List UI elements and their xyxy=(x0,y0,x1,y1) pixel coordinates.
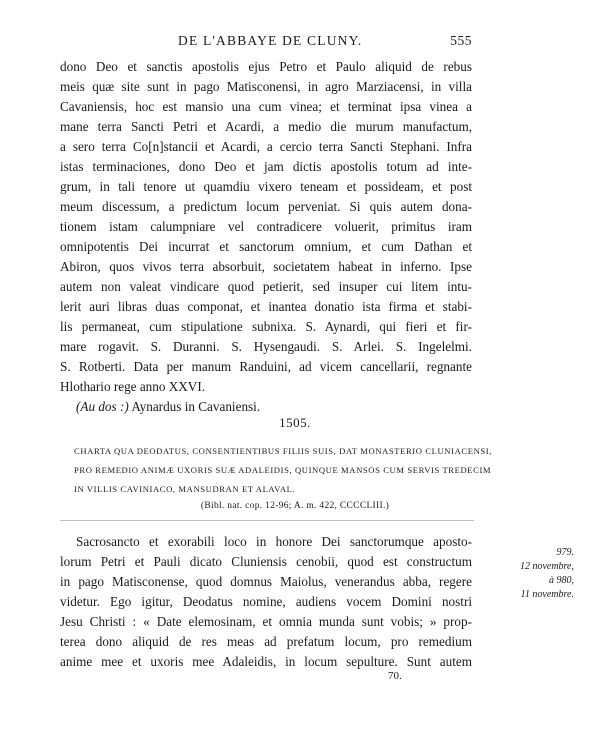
summary-line: PRO REMEDIO ANIMÆ UXORIS SUÆ ADALEIDIS, QUINQUE MANSOS CUM SERVIS TREDECIM xyxy=(74,465,492,475)
text-line: istas terminaciones, dono Deo et jam dictis apostolis totum ad inte- xyxy=(60,159,472,174)
text-line: meum discessum, a predictum locum perveniat. Si quis autem dona- xyxy=(60,199,472,214)
text-line: videtur. Ego igitur, Deodatus nomine, audiens vocem Domini nostri xyxy=(60,594,472,609)
text-line: mare rogavit. S. Duranni. S. Hysengaudi. S. Arlei. S. Ingelelmi. xyxy=(60,339,472,354)
text-line: lis permaneat, cum stipulatione subnixa. S. Aynardi, qui fieri et fir- xyxy=(60,319,472,334)
text-line: Jesu Christi : « Date elemosinam, et omnia munda sunt vobis; » prop- xyxy=(60,614,472,629)
text-line: dono Deo et sanctis apostolis ejus Petro et Paulo aliquid de rebus xyxy=(60,59,472,74)
text-line: autem non valeat vindicare quod petierit, sed insuper cui litem intu- xyxy=(60,279,472,294)
document-number: 1505. xyxy=(279,415,311,430)
margin-date-note xyxy=(494,546,574,602)
preceding-charter-text xyxy=(60,57,472,417)
dorsal-note-text: Aynardus in Cavaniensi. xyxy=(131,399,261,414)
divider xyxy=(60,520,474,521)
text-line: anime mee et uxoris mee Adaleidis, in locum sepulture. Sunt autem xyxy=(60,654,472,669)
text-line: Cavaniensis, hoc est mansio una cum vinea; et terminat ipsa vinea a xyxy=(60,99,472,114)
page-number: 555 xyxy=(450,33,472,48)
text-line: a sero terra Co[n]stancii et Acardi, a cercio terra Sancti Stephani. Infra xyxy=(60,139,472,154)
text-line: mane terra Sancti Petri et Acardi, a medio die murum manufactum, xyxy=(60,119,472,134)
text-line: lerit auri libras duas componat, et inantea donatio ista firma et stabi- xyxy=(60,299,472,314)
text-line: in pago Matisconense, quod domnus Maiolus, venerandus abba, regere xyxy=(60,574,472,589)
text-line: Sacrosancto et exorabili loco in honore Dei sanctorumque aposto- xyxy=(76,534,472,549)
signature-mark: 70. xyxy=(388,670,402,682)
source-reference: (Bibl. nat. cop. 12-96; A. m. 422, CCCCLIII.) xyxy=(200,501,390,511)
text-line: Abiron, quos vivos terra absorbuit, societatem habeat in inferno. Ipse xyxy=(60,259,472,274)
text-line: S. Rotberti. Data per manum Randuini, ad vicem cancellarii, regnante xyxy=(60,359,472,374)
summary-line: CHARTA QUA DEODATUS, CONSENTIENTIBUS FILIIS SUIS, DAT MONASTERIO CLUNIACENSI, xyxy=(74,446,492,456)
text-line: grum, in tali tenore ut quamdiu vixero teneam et possideam, et post xyxy=(60,179,472,194)
margin-date-line: 11 novembre. xyxy=(520,589,574,600)
text-line: meis quæ site sunt in pago Matisconensi, in agro Marziacensi, in villa xyxy=(60,79,472,94)
text-line: terea dono aliquid de res meas ad prefatum locum, pro remedium xyxy=(60,634,472,649)
dorsal-note-label: (Au dos :) xyxy=(76,399,129,414)
dorsal-note xyxy=(60,397,472,417)
charter-text xyxy=(60,532,472,672)
summary-line: IN VILLIS CAVINIACO, MANSUDRAN ET ALAVAL. xyxy=(74,484,296,494)
margin-date-line: 979. xyxy=(556,547,574,558)
text-line: tionem istam calumpniare vel contradicere voluerit, primitus iram xyxy=(60,219,472,234)
text-line: lorum Petri et Pauli dicato Cluniensis cenobii, quod est constructum xyxy=(60,554,472,569)
text-line: omnipotentis Dei incurrat et sanctorum omnium, et cum Dathan et xyxy=(60,239,472,254)
margin-date-line: à 980, xyxy=(549,575,574,586)
margin-date-line: 12 novembre, xyxy=(519,561,574,572)
text-line: Hlothario rege anno XXVI. xyxy=(60,379,206,394)
running-title: DE L'ABBAYE DE CLUNY. xyxy=(178,33,363,48)
document-summary xyxy=(74,442,492,499)
